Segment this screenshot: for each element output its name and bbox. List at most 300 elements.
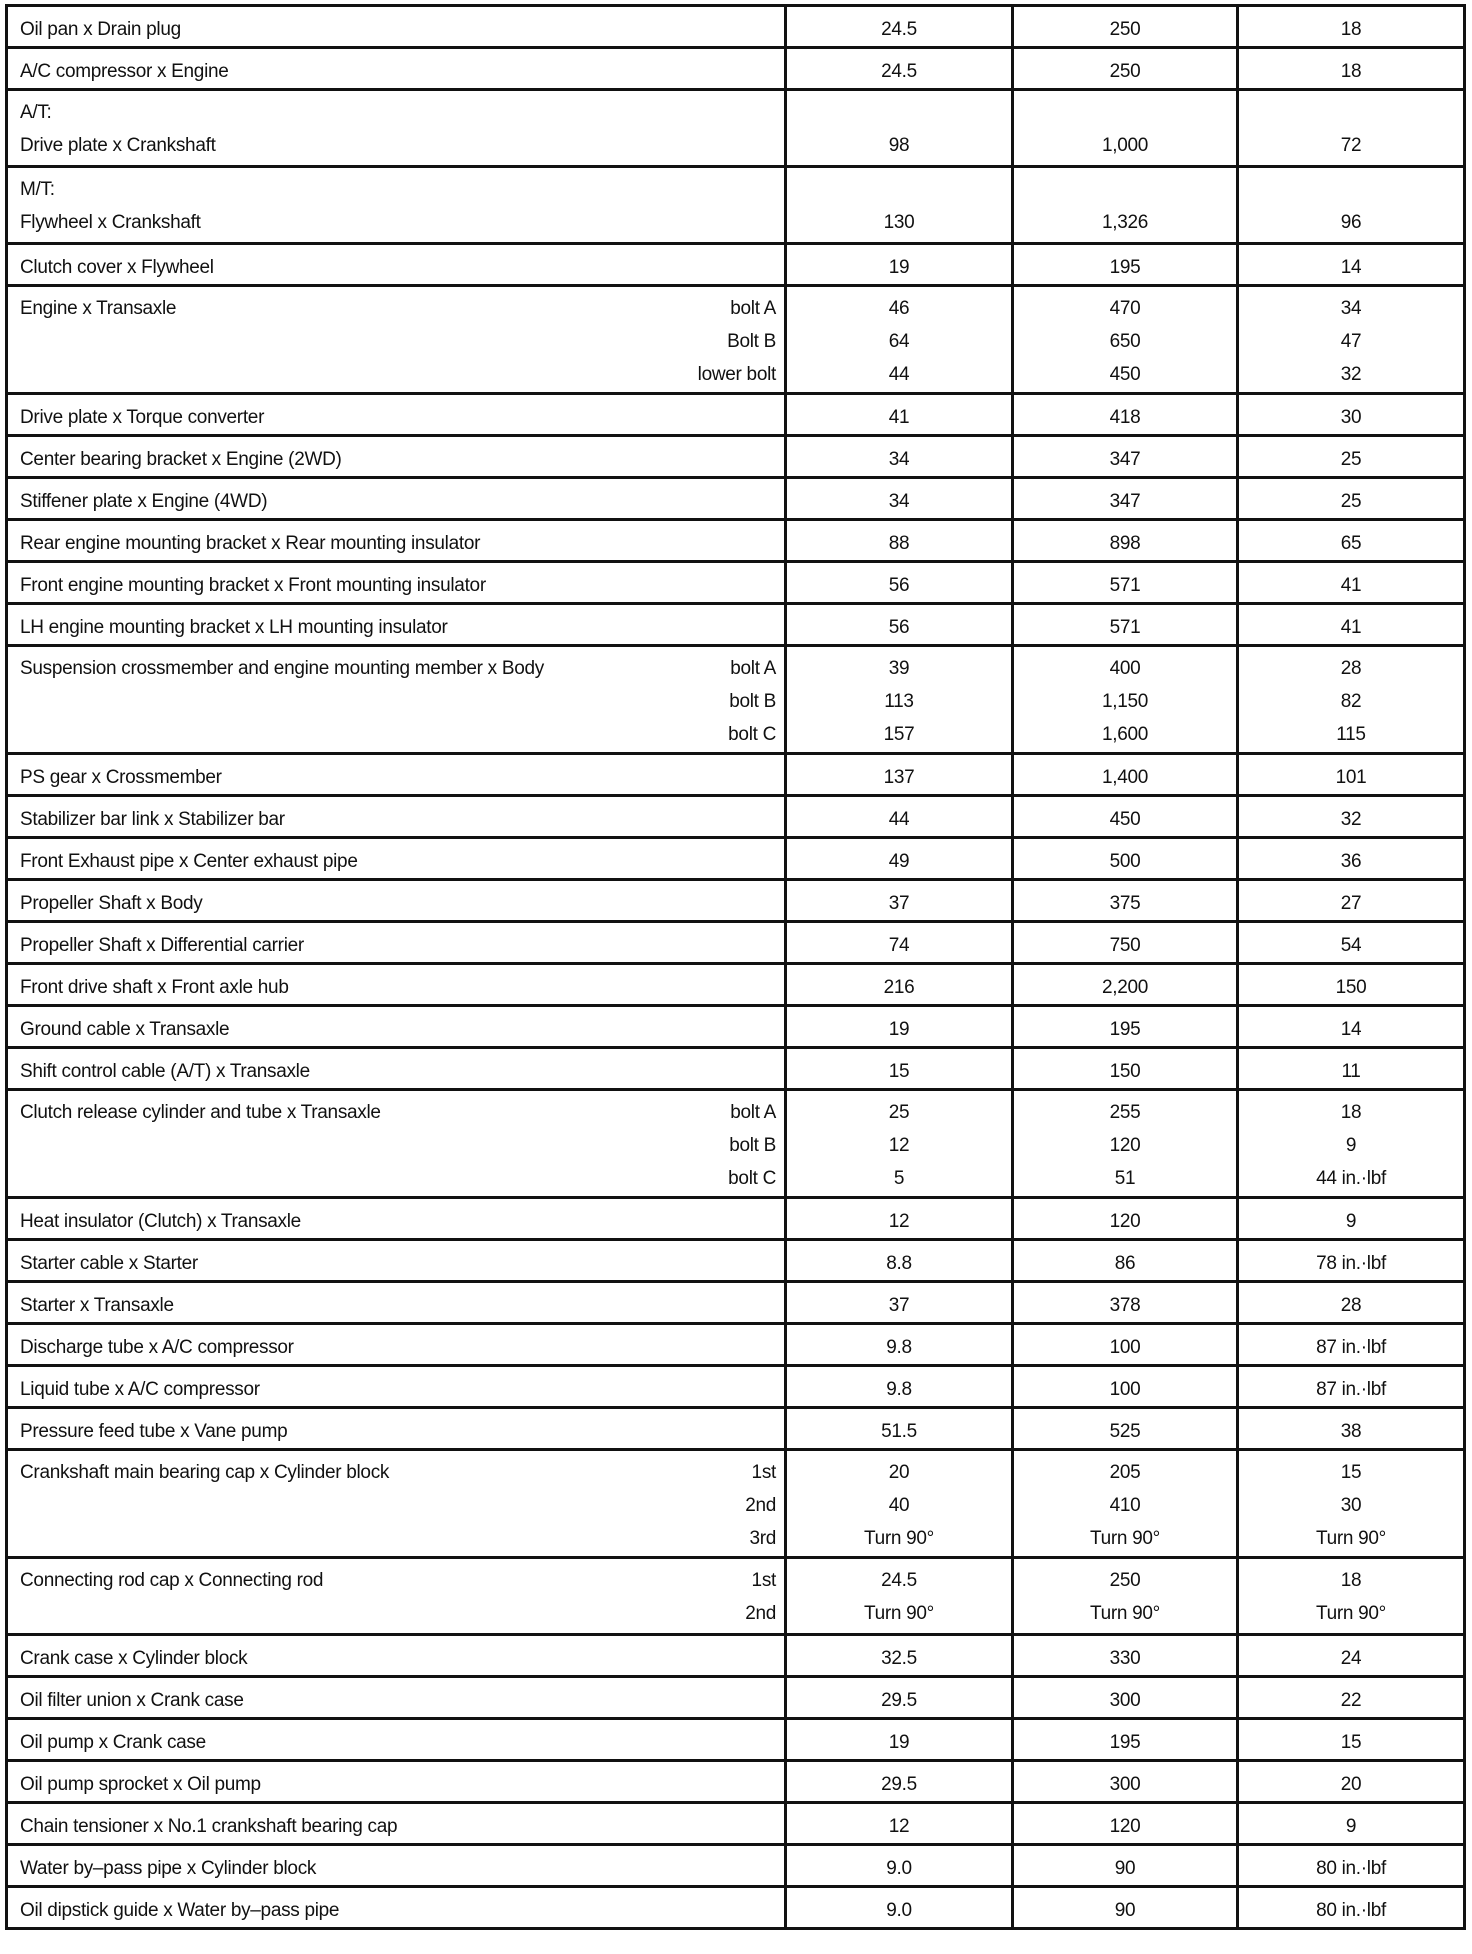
torque-value: 28	[1340, 1295, 1362, 1316]
part-line	[8, 685, 784, 718]
part-line	[8, 251, 784, 284]
part-line	[8, 1013, 784, 1046]
torque-kgf-cm-cell	[1013, 520, 1238, 562]
torque-value: 330	[1109, 1648, 1141, 1669]
fastener-label: bolt B	[729, 691, 776, 712]
part-label: Oil pump x Crank case	[20, 1732, 206, 1753]
table-row	[7, 1198, 1465, 1240]
torque-ft-lbf-cell	[1238, 1198, 1465, 1240]
table-row	[7, 964, 1465, 1006]
part-label: Starter cable x Starter	[20, 1253, 198, 1274]
spacer	[1014, 173, 1236, 206]
torque-nm-cell	[786, 244, 1013, 286]
torque-value: 1,400	[1101, 767, 1149, 788]
part-line	[8, 1684, 784, 1717]
part-line	[8, 1597, 784, 1630]
part-line	[8, 206, 784, 239]
torque-value: 90	[1114, 1900, 1136, 1921]
torque-value: 9	[1345, 1816, 1357, 1837]
table-row	[7, 1240, 1465, 1282]
torque-value: 49	[888, 851, 910, 872]
part-cell	[7, 6, 786, 48]
torque-value: 36	[1340, 851, 1362, 872]
part-line	[8, 1289, 784, 1322]
part-line	[8, 1331, 784, 1364]
part-line	[8, 1373, 784, 1406]
torque-nm-cell	[786, 562, 1013, 604]
torque-ft-lbf-cell	[1238, 1887, 1465, 1929]
torque-kgf-cm-cell	[1013, 1450, 1238, 1558]
part-line	[8, 325, 784, 358]
torque-value: 12	[888, 1211, 910, 1232]
part-line	[8, 929, 784, 962]
part-line	[8, 1415, 784, 1448]
part-line	[8, 1205, 784, 1238]
torque-value: 195	[1109, 257, 1141, 278]
torque-value: 20	[1340, 1774, 1362, 1795]
torque-value: 37	[888, 1295, 910, 1316]
torque-value: 650	[1109, 331, 1141, 352]
torque-value: 100	[1109, 1337, 1141, 1358]
torque-value: 9	[1345, 1211, 1357, 1232]
torque-value: 37	[888, 893, 910, 914]
torque-value: 87 in.·lbf	[1316, 1379, 1386, 1400]
part-cell	[7, 562, 786, 604]
fastener-label: bolt A	[730, 1102, 776, 1123]
part-label: Liquid tube x A/C compressor	[20, 1379, 260, 1400]
torque-kgf-cm-cell	[1013, 1408, 1238, 1450]
part-line	[8, 1162, 784, 1195]
torque-nm-cell	[786, 1048, 1013, 1090]
torque-ft-lbf-cell	[1238, 1408, 1465, 1450]
torque-ft-lbf-cell	[1238, 1006, 1465, 1048]
fastener-label: 2nd	[745, 1603, 776, 1624]
torque-value: 195	[1109, 1732, 1141, 1753]
part-label: Propeller Shaft x Body	[20, 893, 203, 914]
table-row	[7, 244, 1465, 286]
torque-value: 898	[1109, 533, 1141, 554]
torque-nm-cell	[786, 48, 1013, 90]
torque-value: 47	[1340, 331, 1362, 352]
torque-value: 14	[1340, 1019, 1362, 1040]
torque-ft-lbf-cell	[1238, 922, 1465, 964]
torque-nm-cell	[786, 1803, 1013, 1845]
torque-value: 54	[1340, 935, 1362, 956]
fastener-label: bolt A	[730, 658, 776, 679]
torque-value: 98	[888, 135, 910, 156]
torque-nm-cell	[786, 880, 1013, 922]
part-cell	[7, 478, 786, 520]
part-line	[8, 485, 784, 518]
torque-spec-table	[5, 4, 1466, 1930]
torque-value: 29.5	[881, 1690, 917, 1711]
torque-kgf-cm-cell	[1013, 90, 1238, 167]
torque-value: 347	[1109, 491, 1141, 512]
part-cell	[7, 1006, 786, 1048]
torque-value: 1,600	[1101, 724, 1149, 745]
table-row	[7, 1090, 1465, 1198]
torque-nm-cell	[786, 1198, 1013, 1240]
torque-nm-cell	[786, 604, 1013, 646]
part-line	[8, 761, 784, 794]
torque-value: 88	[888, 533, 910, 554]
torque-kgf-cm-cell	[1013, 1558, 1238, 1635]
table-row	[7, 1282, 1465, 1324]
torque-nm-cell	[786, 1006, 1013, 1048]
part-cell	[7, 1450, 786, 1558]
table-row	[7, 286, 1465, 394]
torque-nm-cell	[786, 796, 1013, 838]
part-cell	[7, 90, 786, 167]
part-label: Crankshaft main bearing cap x Cylinder block	[20, 1462, 390, 1483]
torque-value: 86	[1114, 1253, 1136, 1274]
part-label: Center bearing bracket x Engine (2WD)	[20, 449, 342, 470]
torque-value: 113	[884, 691, 914, 712]
torque-nm-cell	[786, 286, 1013, 394]
part-label: Flywheel x Crankshaft	[20, 212, 201, 233]
part-cell	[7, 244, 786, 286]
torque-nm-cell	[786, 394, 1013, 436]
part-line	[8, 803, 784, 836]
torque-ft-lbf-cell	[1238, 6, 1465, 48]
part-cell	[7, 964, 786, 1006]
torque-nm-cell	[786, 1887, 1013, 1929]
torque-value: 41	[888, 407, 910, 428]
torque-value: 300	[1109, 1690, 1141, 1711]
table-row	[7, 394, 1465, 436]
fastener-label: 2nd	[745, 1495, 776, 1516]
part-label: Chain tensioner x No.1 crankshaft bearing cap	[20, 1816, 398, 1837]
table-row	[7, 48, 1465, 90]
part-line	[8, 401, 784, 434]
part-label: Discharge tube x A/C compressor	[20, 1337, 294, 1358]
torque-nm-cell	[786, 1845, 1013, 1887]
part-cell	[7, 646, 786, 754]
torque-nm-cell	[786, 1450, 1013, 1558]
part-cell	[7, 1719, 786, 1761]
torque-kgf-cm-cell	[1013, 478, 1238, 520]
part-line	[8, 887, 784, 920]
part-line	[8, 971, 784, 1004]
torque-value: 12	[888, 1135, 910, 1156]
torque-value: 32	[1340, 364, 1362, 385]
torque-value: Turn 90°	[1090, 1528, 1160, 1549]
table-row	[7, 1006, 1465, 1048]
torque-value: 750	[1109, 935, 1141, 956]
torque-value: 9.0	[886, 1900, 912, 1921]
part-line	[8, 13, 784, 46]
part-label: Shift control cable (A/T) x Transaxle	[20, 1061, 310, 1082]
torque-kgf-cm-cell	[1013, 1240, 1238, 1282]
table-row	[7, 1887, 1465, 1929]
part-label: Heat insulator (Clutch) x Transaxle	[20, 1211, 301, 1232]
part-label: Front engine mounting bracket x Front mounting insulator	[20, 575, 486, 596]
part-cell	[7, 754, 786, 796]
torque-value: 39	[888, 658, 910, 679]
torque-value: 8.8	[886, 1253, 912, 1274]
torque-value: 9.8	[886, 1337, 912, 1358]
torque-kgf-cm-cell	[1013, 796, 1238, 838]
table-row	[7, 1558, 1465, 1635]
torque-ft-lbf-cell	[1238, 1048, 1465, 1090]
table-row	[7, 1719, 1465, 1761]
torque-value: 12	[888, 1816, 910, 1837]
torque-value: 250	[1109, 1570, 1141, 1591]
torque-value: 24.5	[881, 19, 917, 40]
torque-kgf-cm-cell	[1013, 1803, 1238, 1845]
torque-value: 195	[1109, 1019, 1141, 1040]
part-label: Oil pan x Drain plug	[20, 19, 181, 40]
part-line	[8, 1852, 784, 1885]
part-cell	[7, 796, 786, 838]
part-label: Drive plate x Torque converter	[20, 407, 265, 428]
torque-kgf-cm-cell	[1013, 6, 1238, 48]
part-cell	[7, 1366, 786, 1408]
torque-value: 400	[1109, 658, 1141, 679]
torque-value: 44 in.·lbf	[1316, 1168, 1386, 1189]
torque-ft-lbf-cell	[1238, 1677, 1465, 1719]
torque-value: 22	[1340, 1690, 1362, 1711]
torque-value: 25	[1340, 491, 1362, 512]
torque-value: 38	[1340, 1421, 1362, 1442]
torque-value: 20	[888, 1462, 910, 1483]
torque-value: 525	[1109, 1421, 1141, 1442]
spacer	[1014, 96, 1236, 129]
torque-value: 1,000	[1101, 135, 1149, 156]
torque-value: 51	[1114, 1168, 1136, 1189]
part-line	[8, 1642, 784, 1675]
torque-value: 18	[1340, 19, 1362, 40]
torque-kgf-cm-cell	[1013, 244, 1238, 286]
torque-kgf-cm-cell	[1013, 964, 1238, 1006]
part-label: LH engine mounting bracket x LH mounting insulator	[20, 617, 448, 638]
torque-value: 40	[888, 1495, 910, 1516]
torque-kgf-cm-cell	[1013, 1887, 1238, 1929]
fastener-label: bolt A	[730, 298, 776, 319]
torque-ft-lbf-cell	[1238, 1803, 1465, 1845]
torque-ft-lbf-cell	[1238, 244, 1465, 286]
torque-ft-lbf-cell	[1238, 520, 1465, 562]
spacer	[787, 173, 1011, 206]
torque-ft-lbf-cell	[1238, 478, 1465, 520]
torque-value: 64	[888, 331, 910, 352]
torque-value: 347	[1109, 449, 1141, 470]
torque-value: 450	[1109, 809, 1141, 830]
torque-ft-lbf-cell	[1238, 1845, 1465, 1887]
torque-ft-lbf-cell	[1238, 646, 1465, 754]
part-label: Oil filter union x Crank case	[20, 1690, 244, 1711]
table-row	[7, 478, 1465, 520]
torque-value: 30	[1340, 1495, 1362, 1516]
fastener-label: bolt C	[728, 1168, 776, 1189]
table-row	[7, 1677, 1465, 1719]
torque-value: 29.5	[881, 1774, 917, 1795]
part-label: A/C compressor x Engine	[20, 61, 229, 82]
torque-nm-cell	[786, 478, 1013, 520]
torque-kgf-cm-cell	[1013, 922, 1238, 964]
torque-value: 18	[1340, 1102, 1362, 1123]
part-label: Front drive shaft x Front axle hub	[20, 977, 289, 998]
table-row	[7, 1048, 1465, 1090]
torque-ft-lbf-cell	[1238, 604, 1465, 646]
table-row	[7, 1450, 1465, 1558]
torque-kgf-cm-cell	[1013, 1090, 1238, 1198]
part-line	[8, 845, 784, 878]
torque-value: Turn 90°	[1090, 1603, 1160, 1624]
part-line	[8, 1129, 784, 1162]
part-cell	[7, 1048, 786, 1090]
torque-kgf-cm-cell	[1013, 754, 1238, 796]
part-cell	[7, 1090, 786, 1198]
table-row	[7, 1761, 1465, 1803]
table-row	[7, 520, 1465, 562]
torque-value: 78 in.·lbf	[1316, 1253, 1386, 1274]
part-label: Ground cable x Transaxle	[20, 1019, 230, 1040]
part-cell	[7, 922, 786, 964]
part-label: Rear engine mounting bracket x Rear mounting insulator	[20, 533, 481, 554]
torque-kgf-cm-cell	[1013, 286, 1238, 394]
part-label: PS gear x Crossmember	[20, 767, 222, 788]
part-cell	[7, 604, 786, 646]
torque-ft-lbf-cell	[1238, 1635, 1465, 1677]
torque-value: 120	[1109, 1135, 1141, 1156]
torque-value: 90	[1114, 1858, 1136, 1879]
part-line	[8, 527, 784, 560]
part-label: Connecting rod cap x Connecting rod	[20, 1570, 324, 1591]
torque-nm-cell	[786, 838, 1013, 880]
part-cell	[7, 286, 786, 394]
torque-value: 34	[888, 449, 910, 470]
part-cell	[7, 1887, 786, 1929]
torque-ft-lbf-cell	[1238, 436, 1465, 478]
part-line	[8, 1894, 784, 1927]
torque-value: 11	[1341, 1061, 1361, 1082]
table-row	[7, 436, 1465, 478]
torque-nm-cell	[786, 90, 1013, 167]
part-cell	[7, 1635, 786, 1677]
torque-value: 96	[1340, 212, 1362, 233]
torque-kgf-cm-cell	[1013, 880, 1238, 922]
torque-value: 2,200	[1101, 977, 1149, 998]
torque-value: Turn 90°	[864, 1528, 934, 1549]
torque-kgf-cm-cell	[1013, 1006, 1238, 1048]
part-label: Water by–pass pipe x Cylinder block	[20, 1858, 317, 1879]
torque-value: 32	[1340, 809, 1362, 830]
torque-value: 571	[1109, 617, 1141, 638]
torque-value: 25	[1340, 449, 1362, 470]
table-row	[7, 880, 1465, 922]
torque-value: 100	[1109, 1379, 1141, 1400]
torque-kgf-cm-cell	[1013, 1635, 1238, 1677]
part-label: Stiffener plate x Engine (4WD)	[20, 491, 268, 512]
table-row	[7, 1366, 1465, 1408]
torque-value: 24.5	[881, 1570, 917, 1591]
part-label: Crank case x Cylinder block	[20, 1648, 248, 1669]
torque-value: 375	[1109, 893, 1141, 914]
torque-value: 14	[1340, 257, 1362, 278]
torque-kgf-cm-cell	[1013, 1366, 1238, 1408]
torque-value: 30	[1340, 407, 1362, 428]
table-row	[7, 796, 1465, 838]
torque-value: 216	[883, 977, 915, 998]
torque-value: 28	[1340, 658, 1362, 679]
part-line	[8, 1726, 784, 1759]
part-line	[8, 1096, 784, 1129]
part-label: Clutch release cylinder and tube x Transaxle	[20, 1102, 381, 1123]
torque-kgf-cm-cell	[1013, 394, 1238, 436]
torque-ft-lbf-cell	[1238, 796, 1465, 838]
part-cell	[7, 1677, 786, 1719]
torque-value: 418	[1109, 407, 1141, 428]
fastener-label: Bolt B	[727, 331, 776, 352]
part-line	[8, 129, 784, 162]
torque-value: 137	[883, 767, 915, 788]
table-row	[7, 6, 1465, 48]
torque-value: 157	[883, 724, 915, 745]
part-cell	[7, 436, 786, 478]
fastener-label: bolt B	[729, 1135, 776, 1156]
part-cell	[7, 394, 786, 436]
torque-nm-cell	[786, 6, 1013, 48]
torque-value: 15	[1340, 1732, 1362, 1753]
torque-value: 120	[1109, 1211, 1141, 1232]
torque-value: 9	[1345, 1135, 1357, 1156]
fastener-label: 3rd	[749, 1528, 776, 1549]
fastener-label: 1st	[751, 1462, 776, 1483]
torque-value: 410	[1109, 1495, 1141, 1516]
table-row	[7, 562, 1465, 604]
torque-value: 32.5	[881, 1648, 917, 1669]
torque-ft-lbf-cell	[1238, 1366, 1465, 1408]
torque-nm-cell	[786, 964, 1013, 1006]
part-line	[8, 1456, 784, 1489]
table-row	[7, 1845, 1465, 1887]
torque-value: 450	[1109, 364, 1141, 385]
table-row	[7, 922, 1465, 964]
torque-ft-lbf-cell	[1238, 1761, 1465, 1803]
torque-value: Turn 90°	[1316, 1528, 1386, 1549]
torque-value: 255	[1109, 1102, 1141, 1123]
torque-kgf-cm-cell	[1013, 48, 1238, 90]
torque-nm-cell	[786, 646, 1013, 754]
torque-kgf-cm-cell	[1013, 1324, 1238, 1366]
torque-value: 9.0	[886, 1858, 912, 1879]
torque-value: 34	[888, 491, 910, 512]
part-cell	[7, 1408, 786, 1450]
part-label: Stabilizer bar link x Stabilizer bar	[20, 809, 285, 830]
torque-value: 9.8	[886, 1379, 912, 1400]
table-row	[7, 646, 1465, 754]
torque-value: 44	[888, 364, 910, 385]
part-line	[8, 292, 784, 325]
table-row	[7, 1803, 1465, 1845]
fastener-label: 1st	[751, 1570, 776, 1591]
part-cell	[7, 520, 786, 562]
torque-value: 72	[1340, 135, 1362, 156]
part-line	[8, 569, 784, 602]
torque-value: 46	[888, 298, 910, 319]
part-cell	[7, 838, 786, 880]
part-line	[8, 718, 784, 751]
torque-value: 82	[1340, 691, 1362, 712]
torque-value: 24	[1340, 1648, 1362, 1669]
torque-value: 56	[888, 617, 910, 638]
torque-nm-cell	[786, 754, 1013, 796]
torque-value: 500	[1109, 851, 1141, 872]
part-label: Starter x Transaxle	[20, 1295, 174, 1316]
part-label: Front Exhaust pipe x Center exhaust pipe	[20, 851, 358, 872]
torque-ft-lbf-cell	[1238, 48, 1465, 90]
